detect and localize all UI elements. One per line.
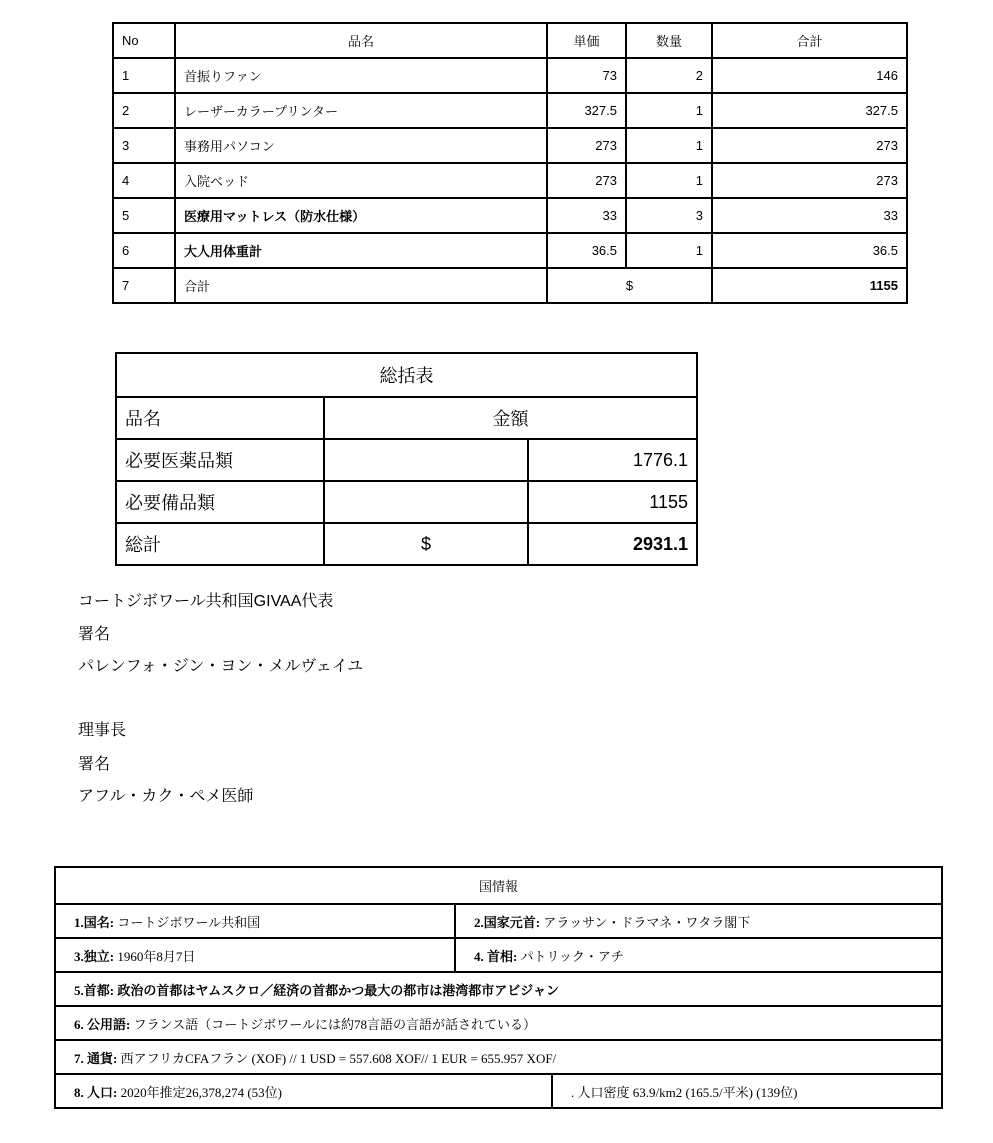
official-language <box>55 1006 942 1040</box>
item-name: 大人用体重計 <box>175 233 547 268</box>
header-total: 合計 <box>712 23 907 58</box>
header-name: 品名 <box>175 23 547 58</box>
item-price: 33 <box>547 198 626 233</box>
item-price: 327.5 <box>547 93 626 128</box>
country-title: 国情報 <box>55 867 942 904</box>
summary-label: 必要備品類 <box>116 481 324 523</box>
total-label: 合計 <box>175 268 547 303</box>
label: 3.独立: <box>74 948 115 964</box>
label: 1.国名: <box>74 914 115 930</box>
item-no: 3 <box>113 128 175 163</box>
item-total: 36.5 <box>712 233 907 268</box>
summary-table <box>115 352 698 566</box>
item-name: 医療用マットレス（防水仕様） <box>175 198 547 233</box>
item-qty: 1 <box>626 93 712 128</box>
item-total: 273 <box>712 128 907 163</box>
summary-row <box>116 481 697 523</box>
summary-value: 1155 <box>528 481 697 523</box>
value: アラッサン・ドラマネ・ワタラ閣下 <box>540 914 751 930</box>
summary-header-amount: 金額 <box>324 397 697 439</box>
table-row <box>113 198 907 233</box>
header-qty: 数量 <box>626 23 712 58</box>
summary-total-currency: $ <box>324 523 528 565</box>
summary-value: 1776.1 <box>528 439 697 481</box>
total-currency: $ <box>547 268 712 303</box>
chairman-name: アフル・カク・ペメ医師 <box>78 788 254 805</box>
value: 政治の首都はヤムスクロ／経済の首都かつ最大の都市は港湾都市アビジャン <box>114 982 559 998</box>
summary-header-name: 品名 <box>116 397 324 439</box>
item-name: レーザーカラープリンター <box>175 93 547 128</box>
label: 2.国家元首: <box>474 914 541 930</box>
item-no: 1 <box>113 58 175 93</box>
independence <box>55 938 455 972</box>
table-row <box>113 93 907 128</box>
capital <box>55 972 942 1006</box>
table-total-row <box>113 268 907 303</box>
item-qty: 3 <box>626 198 712 233</box>
chairman-title: 理事長 <box>78 722 127 739</box>
summary-empty <box>324 439 528 481</box>
value: 西アフリカCFAフラン (XOF) // 1 USD = 557.608 XOF// 1 EUR = 655.957 XOF/ <box>117 1050 557 1066</box>
item-qty: 2 <box>626 58 712 93</box>
value: フランス語（コートジボワールには約78言語の言語が話されている） <box>130 1016 536 1032</box>
item-total: 146 <box>712 58 907 93</box>
summary-total-row <box>116 523 697 565</box>
representative-title: コートジボワール共和国GIVAA代表 <box>78 593 334 610</box>
signature-label: 署名 <box>78 756 111 773</box>
label: 6. 公用語: <box>74 1016 131 1032</box>
summary-empty <box>324 481 528 523</box>
label: 5.首都: <box>74 982 115 998</box>
representative-name: パレンフォ・ジン・ヨン・メルヴェイユ <box>78 658 364 675</box>
item-qty: 1 <box>626 233 712 268</box>
item-price: 273 <box>547 128 626 163</box>
value: コートジボワール共和国 <box>114 914 261 930</box>
item-total: 33 <box>712 198 907 233</box>
country-name <box>55 904 455 938</box>
summary-row <box>116 439 697 481</box>
item-name: 入院ベッド <box>175 163 547 198</box>
item-name: 事務用パソコン <box>175 128 547 163</box>
item-qty: 1 <box>626 128 712 163</box>
table-row <box>113 163 907 198</box>
table-row <box>113 233 907 268</box>
label: 7. 通貨: <box>74 1050 118 1066</box>
summary-title: 総括表 <box>116 353 697 397</box>
item-total: 327.5 <box>712 93 907 128</box>
items-table <box>112 22 908 304</box>
table-row <box>113 128 907 163</box>
header-price: 単価 <box>547 23 626 58</box>
total-no: 7 <box>113 268 175 303</box>
item-total: 273 <box>712 163 907 198</box>
label: 4. 首相: <box>474 948 518 964</box>
value: パトリック・アチ <box>517 948 624 964</box>
currency <box>55 1040 942 1074</box>
item-no: 6 <box>113 233 175 268</box>
prime-minister <box>455 938 942 972</box>
label: 8. 人口: <box>74 1084 118 1100</box>
summary-label: 必要医薬品類 <box>116 439 324 481</box>
summary-total-value: 2931.1 <box>528 523 697 565</box>
item-price: 36.5 <box>547 233 626 268</box>
item-name: 首振りファン <box>175 58 547 93</box>
population-density: . 人口密度 63.9/km2 (165.5/平米) (139位) <box>552 1074 942 1108</box>
item-no: 2 <box>113 93 175 128</box>
item-no: 5 <box>113 198 175 233</box>
value: 1960年8月7日 <box>114 948 196 964</box>
item-price: 273 <box>547 163 626 198</box>
summary-total-label: 総計 <box>116 523 324 565</box>
table-row <box>113 58 907 93</box>
table-header-row <box>113 23 907 58</box>
value: 2020年推定26,378,274 (53位) <box>117 1084 283 1100</box>
header-no: No <box>113 23 175 58</box>
head-of-state <box>455 904 942 938</box>
signature-label: 署名 <box>78 626 111 643</box>
item-price: 73 <box>547 58 626 93</box>
total-value: 1155 <box>712 268 907 303</box>
population <box>55 1074 552 1108</box>
country-info-table <box>54 866 943 1109</box>
item-no: 4 <box>113 163 175 198</box>
item-qty: 1 <box>626 163 712 198</box>
